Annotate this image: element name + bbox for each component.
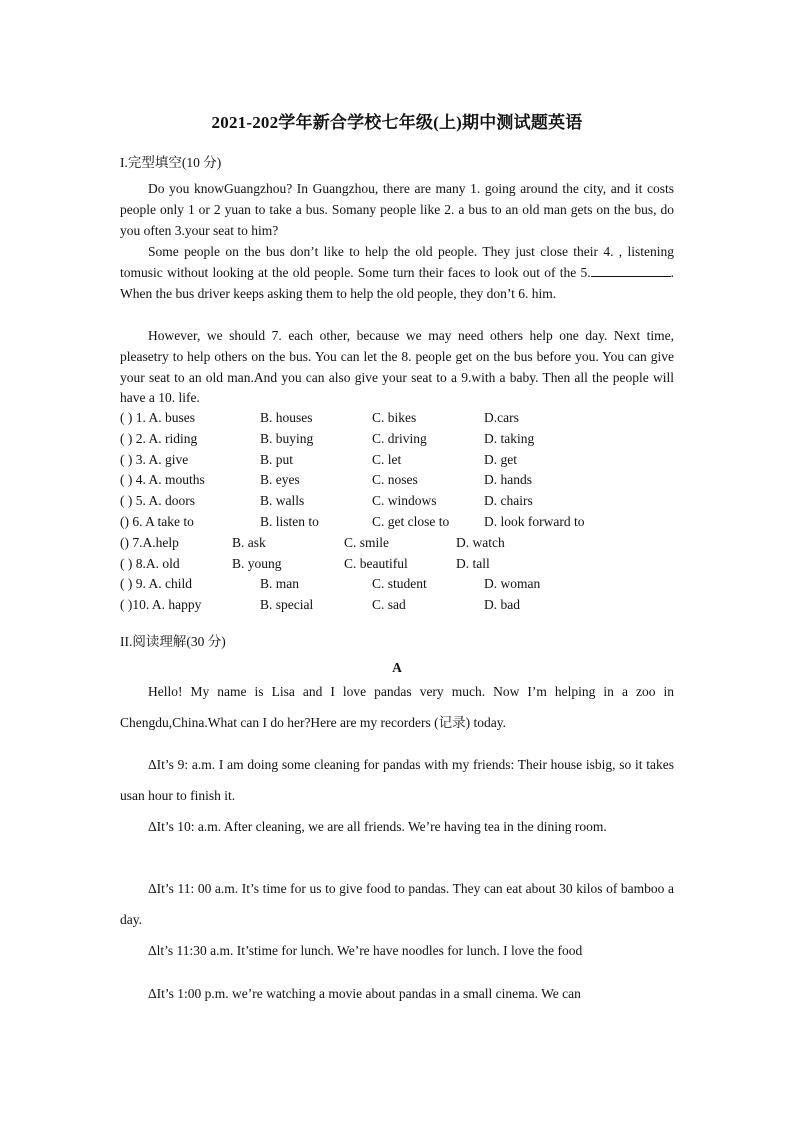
question-row [120,470,680,491]
section-1-heading: I.完型填空(10 分) [120,155,222,170]
page-title: 2021-202学年新合学校七年级(上)期中测试题英语 [211,113,583,132]
option-d: D. tall [456,555,490,571]
question-number-option-a: ( ) 8.A. old [120,555,180,571]
option-c: C. smile [344,534,390,550]
cloze-paragraph-1: Do you knowGuangzhou? In Guangzhou, there are many 1. going around the city, and it costs people only 1 or 2 yuan to take a bus. Somany people like 2. a bus to an old man gets on the bus, do you often 3.your seat to him? [120,181,674,238]
option-b: B. put [260,451,294,467]
cloze-paragraph-3: However, we should 7. each other, because we may need others help one day. Next time, pleasetry to help others on the bus. You can let the 8. people get on the bus before you. You can give your seat to an old man.And you can also give your seat to a 9.with a baby. Then all the people will have a 10. life. [120,328,674,406]
passage-label: A [392,660,402,675]
reading-paragraph-4: ΔIt’s 11: 00 a.m. It’s time for us to give food to pandas. They can eat about 30 kilos of bamboo a day. [120,881,674,927]
question-number-option-a: ( ) 4. A. mouths [120,472,205,488]
question-number-option-a: ( ) 1. A. buses [120,410,195,425]
section-2-heading: II.阅读理解(30 分) [120,634,226,649]
option-c: C. driving [372,430,427,446]
option-d: D. woman [484,576,541,592]
option-b: B. young [232,555,282,571]
question-row [120,408,680,429]
option-b: B. ask [232,534,266,550]
question-row [120,533,680,554]
question-row [120,512,680,533]
question-row [120,554,680,575]
reading-paragraph-2: ΔIt’s 9: a.m. I am doing some cleaning for pandas with my friends: Their house isbig, so it takes usan hour to finish it. [120,757,674,803]
cloze-paragraph-2-text-a: Some people on the bus don’t like to help the old people. They just close their 4. , listening tomusic without looking at the old people. Some turn their faces to look out of the 5. [120,244,674,280]
option-b: B. buying [260,430,314,446]
question-row [120,450,680,471]
reading-paragraph-6: ΔIt’s 1:00 p.m. we’re watching a movie about pandas in a small cinema. We can [148,986,581,1001]
option-c: C. noses [372,472,418,488]
option-d: D. taking [484,430,535,446]
option-b: B. walls [260,493,305,509]
option-d: D. bad [484,597,520,613]
option-c: C. student [372,576,427,592]
question-row [120,574,680,595]
reading-paragraph-3: ΔIt’s 10: a.m. After cleaning, we are all friends. We’re having tea in the dining room. [148,819,607,834]
question-number-option-a: () 6. A take to [120,514,194,529]
option-d: D. hands [484,472,532,488]
option-c: C. bikes [372,410,417,425]
question-number-option-a: ( ) 3. A. give [120,451,189,467]
question-row [120,595,680,616]
option-b: B. man [260,576,299,592]
question-number-option-a: ( )10. A. happy [120,597,202,613]
option-d: D. get [484,451,517,467]
option-b: B. houses [260,410,313,425]
option-b: B. listen to [260,514,319,529]
option-d: D. watch [456,534,505,550]
cloze-paragraph-2 [120,242,674,304]
reading-paragraph-5: Δlt’s 11:30 a.m. It’stime for lunch. We’re have noodles for lunch. I love the food [148,943,583,958]
answer-blank [591,264,671,277]
option-d: D.cars [484,410,519,425]
option-c: C. get close to [372,514,450,529]
option-b: B. eyes [260,472,300,488]
option-d: D. chairs [484,493,533,509]
option-c: C. beautiful [344,555,408,571]
option-b: B. special [260,597,314,613]
reading-paragraph-1: Hello! My name is Lisa and I love pandas very much. Now I’m helping in a zoo in Chengdu,China.What can I do her?Here are my recorders (记录) today. [120,684,674,730]
question-number-option-a: ( ) 2. A. riding [120,430,198,446]
question-row [120,491,680,512]
option-d: D. look forward to [484,514,585,529]
question-number-option-a: ( ) 5. A. doors [120,493,195,509]
question-number-option-a: ( ) 9. A. child [120,576,192,592]
option-c: C. windows [372,493,437,509]
cloze-paragraph-2-text-b: . When the bus driver keeps asking them to help the old people, they don’t 6. him. [120,264,674,301]
question-row [120,429,680,450]
question-number-option-a: () 7.A.help [120,534,179,550]
option-c: C. sad [372,597,406,613]
option-c: C. let [372,451,402,467]
